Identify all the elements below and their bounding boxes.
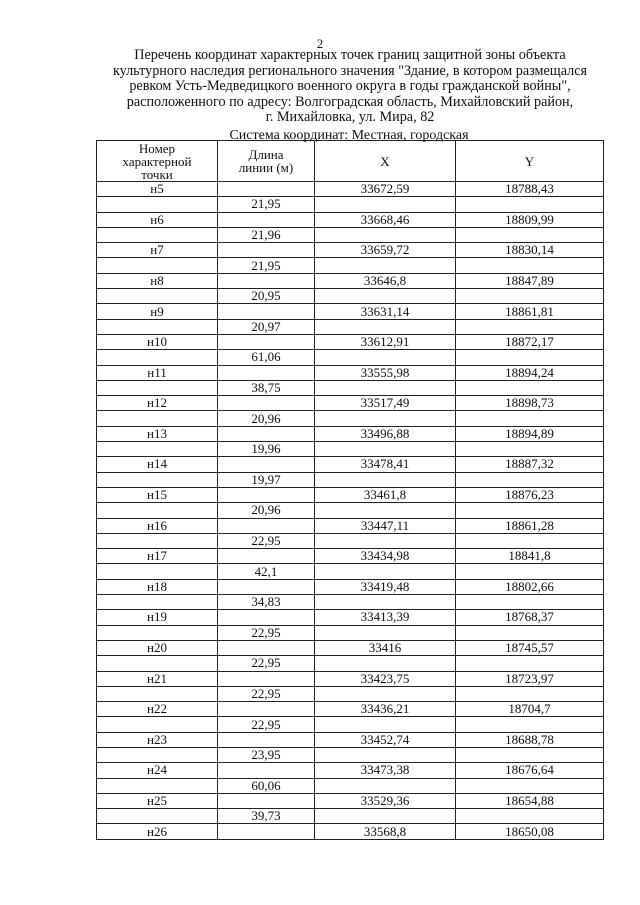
length-row [97,747,604,762]
empty-x-cell [315,472,456,487]
y-coordinate-cell: 18894,24 [456,365,604,380]
x-coordinate-cell: 33447,11 [315,518,456,533]
empty-x-cell [315,809,456,824]
title-line: Перечень координат характерных точек границ защитной зоны объекта [134,47,566,63]
table-row [97,304,604,319]
x-coordinate-cell: 33461,8 [315,487,456,502]
y-coordinate-cell: 18861,81 [456,304,604,319]
header-point-number [97,141,218,182]
empty-point-cell [97,595,218,610]
point-number-cell: н12 [97,396,218,411]
table-row [97,426,604,441]
x-coordinate-cell: 33416 [315,640,456,655]
length-row [97,380,604,395]
empty-y-cell [456,227,604,242]
empty-y-cell [456,442,604,457]
empty-length-cell [218,273,315,288]
x-coordinate-cell: 33668,46 [315,212,456,227]
line-length-cell: 22,95 [218,625,315,640]
table-row [97,457,604,472]
length-row [97,258,604,273]
empty-length-cell [218,304,315,319]
table-row [97,549,604,564]
point-number-cell: н14 [97,457,218,472]
x-coordinate-cell: 33452,74 [315,732,456,747]
empty-x-cell [315,656,456,671]
line-length-cell: 20,96 [218,411,315,426]
y-coordinate-cell: 18898,73 [456,396,604,411]
table-row [97,732,604,747]
empty-point-cell [97,686,218,701]
empty-point-cell [97,717,218,732]
empty-x-cell [315,380,456,395]
length-row [97,717,604,732]
empty-x-cell [315,289,456,304]
empty-x-cell [315,258,456,273]
x-coordinate-cell: 33555,98 [315,365,456,380]
empty-length-cell [218,365,315,380]
point-number-cell: н26 [97,824,218,839]
empty-y-cell [456,533,604,548]
empty-x-cell [315,595,456,610]
point-number-cell: н19 [97,610,218,625]
empty-y-cell [456,809,604,824]
length-row [97,227,604,242]
empty-x-cell [315,533,456,548]
empty-x-cell [315,717,456,732]
header-length-line: Длина [248,147,284,162]
empty-length-cell [218,243,315,258]
y-coordinate-cell: 18745,57 [456,640,604,655]
y-coordinate-cell: 18861,28 [456,518,604,533]
y-coordinate-cell: 18723,97 [456,671,604,686]
y-coordinate-cell: 18688,78 [456,732,604,747]
empty-y-cell [456,380,604,395]
y-coordinate-cell: 18650,08 [456,824,604,839]
point-number-cell: н24 [97,763,218,778]
page-number: 2 [316,36,324,51]
header-x: X [315,141,456,182]
line-length-cell: 23,95 [218,747,315,762]
length-row [97,319,604,334]
line-length-cell: 38,75 [218,380,315,395]
line-length-cell: 34,83 [218,595,315,610]
length-row [97,503,604,518]
empty-x-cell [315,747,456,762]
table-row [97,396,604,411]
table-row [97,273,604,288]
length-row [97,625,604,640]
empty-x-cell [315,350,456,365]
y-coordinate-cell: 18876,23 [456,487,604,502]
point-number-cell: н25 [97,793,218,808]
empty-y-cell [456,625,604,640]
y-coordinate-cell: 18894,89 [456,426,604,441]
line-length-cell: 21,95 [218,258,315,273]
empty-x-cell [315,686,456,701]
line-length-cell: 61,06 [218,350,315,365]
y-coordinate-cell: 18802,66 [456,579,604,594]
line-length-cell: 20,97 [218,319,315,334]
x-coordinate-cell: 33631,14 [315,304,456,319]
table-row [97,487,604,502]
length-row [97,595,604,610]
coordinates-table [96,140,604,840]
empty-x-cell [315,197,456,212]
empty-x-cell [315,227,456,242]
empty-point-cell [97,564,218,579]
empty-point-cell [97,289,218,304]
empty-x-cell [315,564,456,579]
length-row [97,564,604,579]
empty-x-cell [315,319,456,334]
length-row [97,686,604,701]
title-line: расположенного по адресу: Волгоградская область, Михайловский район, [126,93,574,110]
line-length-cell: 22,95 [218,717,315,732]
empty-point-cell [97,442,218,457]
empty-length-cell [218,487,315,502]
y-coordinate-cell: 18809,99 [456,212,604,227]
title-line: г. Михайловка, ул. Мира, 82 [265,109,435,126]
y-coordinate-cell: 18830,14 [456,243,604,258]
y-coordinate-cell: 18704,7 [456,702,604,717]
header-line-length [218,141,315,182]
empty-x-cell [315,625,456,640]
length-row [97,350,604,365]
line-length-cell: 60,06 [218,778,315,793]
line-length-cell: 20,96 [218,503,315,518]
y-coordinate-cell: 18676,64 [456,763,604,778]
empty-length-cell [218,702,315,717]
empty-x-cell [315,778,456,793]
y-coordinate-cell: 18872,17 [456,334,604,349]
empty-length-cell [218,182,315,197]
empty-length-cell [218,426,315,441]
empty-y-cell [456,686,604,701]
empty-point-cell [97,411,218,426]
empty-length-cell [218,549,315,564]
empty-length-cell [218,518,315,533]
empty-length-cell [218,671,315,686]
table-row [97,763,604,778]
empty-point-cell [97,809,218,824]
empty-length-cell [218,610,315,625]
table-row [97,610,604,625]
empty-y-cell [456,258,604,273]
empty-point-cell [97,197,218,212]
empty-y-cell [456,319,604,334]
table-body [97,182,604,840]
point-number-cell: н15 [97,487,218,502]
line-length-cell: 42,1 [218,564,315,579]
point-number-cell: н21 [97,671,218,686]
empty-x-cell [315,411,456,426]
table-row [97,824,604,839]
x-coordinate-cell: 33436,21 [315,702,456,717]
empty-length-cell [218,334,315,349]
x-coordinate-cell: 33473,38 [315,763,456,778]
table-row [97,579,604,594]
x-coordinate-cell: 33646,8 [315,273,456,288]
point-number-cell: н6 [97,212,218,227]
point-number-cell: н17 [97,549,218,564]
empty-y-cell [456,717,604,732]
length-row [97,533,604,548]
x-coordinate-cell: 33419,48 [315,579,456,594]
table-row [97,334,604,349]
point-number-cell: н16 [97,518,218,533]
point-number-cell: н22 [97,702,218,717]
point-number-cell: н5 [97,182,218,197]
empty-point-cell [97,258,218,273]
x-coordinate-cell: 33478,41 [315,457,456,472]
line-length-cell: 19,96 [218,442,315,457]
empty-length-cell [218,579,315,594]
point-number-cell: н11 [97,365,218,380]
point-number-cell: н9 [97,304,218,319]
empty-y-cell [456,564,604,579]
x-coordinate-cell: 33659,72 [315,243,456,258]
empty-point-cell [97,503,218,518]
line-length-cell: 22,95 [218,686,315,701]
table-row [97,640,604,655]
length-row [97,778,604,793]
length-row [97,472,604,487]
y-coordinate-cell: 18768,37 [456,610,604,625]
x-coordinate-cell: 33672,59 [315,182,456,197]
empty-y-cell [456,411,604,426]
title-line: культурного наследия регионального значения "Здание, в котором размещался [112,62,588,79]
empty-length-cell [218,640,315,655]
title-line: ревком Усть-Медведицкого военного округа в годы гражданской войны", [129,78,571,95]
point-number-cell: н20 [97,640,218,655]
table-row [97,365,604,380]
x-coordinate-cell: 33517,49 [315,396,456,411]
point-number-cell: н7 [97,243,218,258]
empty-length-cell [218,732,315,747]
header-point-line: Номер [138,140,176,156]
point-number-cell: н13 [97,426,218,441]
x-coordinate-cell: 33529,36 [315,793,456,808]
empty-length-cell [218,457,315,472]
x-coordinate-cell: 33612,91 [315,334,456,349]
length-row [97,289,604,304]
x-coordinate-cell: 33434,98 [315,549,456,564]
empty-y-cell [456,197,604,212]
line-length-cell: 22,95 [218,533,315,548]
empty-length-cell [218,396,315,411]
empty-point-cell [97,319,218,334]
empty-y-cell [456,747,604,762]
empty-y-cell [456,778,604,793]
line-length-cell: 22,95 [218,656,315,671]
point-number-cell: н18 [97,579,218,594]
line-length-cell: 19,97 [218,472,315,487]
empty-x-cell [315,503,456,518]
y-coordinate-cell: 18841,8 [456,549,604,564]
table-row [97,671,604,686]
y-coordinate-cell: 18788,43 [456,182,604,197]
coordinate-system-label: Система координат: Местная, городская [229,128,469,143]
length-row [97,197,604,212]
header-y: Y [456,141,604,182]
empty-y-cell [456,595,604,610]
header-length-line: линии (м) [238,160,294,175]
header-point-line: характерной [122,153,192,169]
empty-length-cell [218,824,315,839]
table-header-row [97,141,604,182]
line-length-cell: 39,73 [218,809,315,824]
point-number-cell: н10 [97,334,218,349]
point-number-cell: н8 [97,273,218,288]
table-row [97,702,604,717]
table-row [97,518,604,533]
y-coordinate-cell: 18887,32 [456,457,604,472]
x-coordinate-cell: 33423,75 [315,671,456,686]
empty-y-cell [456,656,604,671]
y-coordinate-cell: 18654,88 [456,793,604,808]
empty-x-cell [315,442,456,457]
empty-point-cell [97,380,218,395]
empty-length-cell [218,763,315,778]
empty-point-cell [97,625,218,640]
empty-length-cell [218,212,315,227]
empty-point-cell [97,656,218,671]
x-coordinate-cell: 33413,39 [315,610,456,625]
header-point-line: точки [141,166,173,182]
length-row [97,411,604,426]
empty-y-cell [456,472,604,487]
document-title [60,48,640,126]
empty-point-cell [97,533,218,548]
line-length-cell: 20,95 [218,289,315,304]
line-length-cell: 21,95 [218,197,315,212]
point-number-cell: н23 [97,732,218,747]
y-coordinate-cell: 18847,89 [456,273,604,288]
empty-point-cell [97,227,218,242]
length-row [97,442,604,457]
empty-point-cell [97,350,218,365]
empty-point-cell [97,747,218,762]
empty-point-cell [97,472,218,487]
table-row [97,793,604,808]
line-length-cell: 21,96 [218,227,315,242]
empty-y-cell [456,289,604,304]
empty-length-cell [218,793,315,808]
length-row [97,656,604,671]
table-row [97,212,604,227]
empty-point-cell [97,778,218,793]
table-row [97,182,604,197]
table-row [97,243,604,258]
length-row [97,809,604,824]
x-coordinate-cell: 33496,88 [315,426,456,441]
empty-y-cell [456,350,604,365]
x-coordinate-cell: 33568,8 [315,824,456,839]
empty-y-cell [456,503,604,518]
